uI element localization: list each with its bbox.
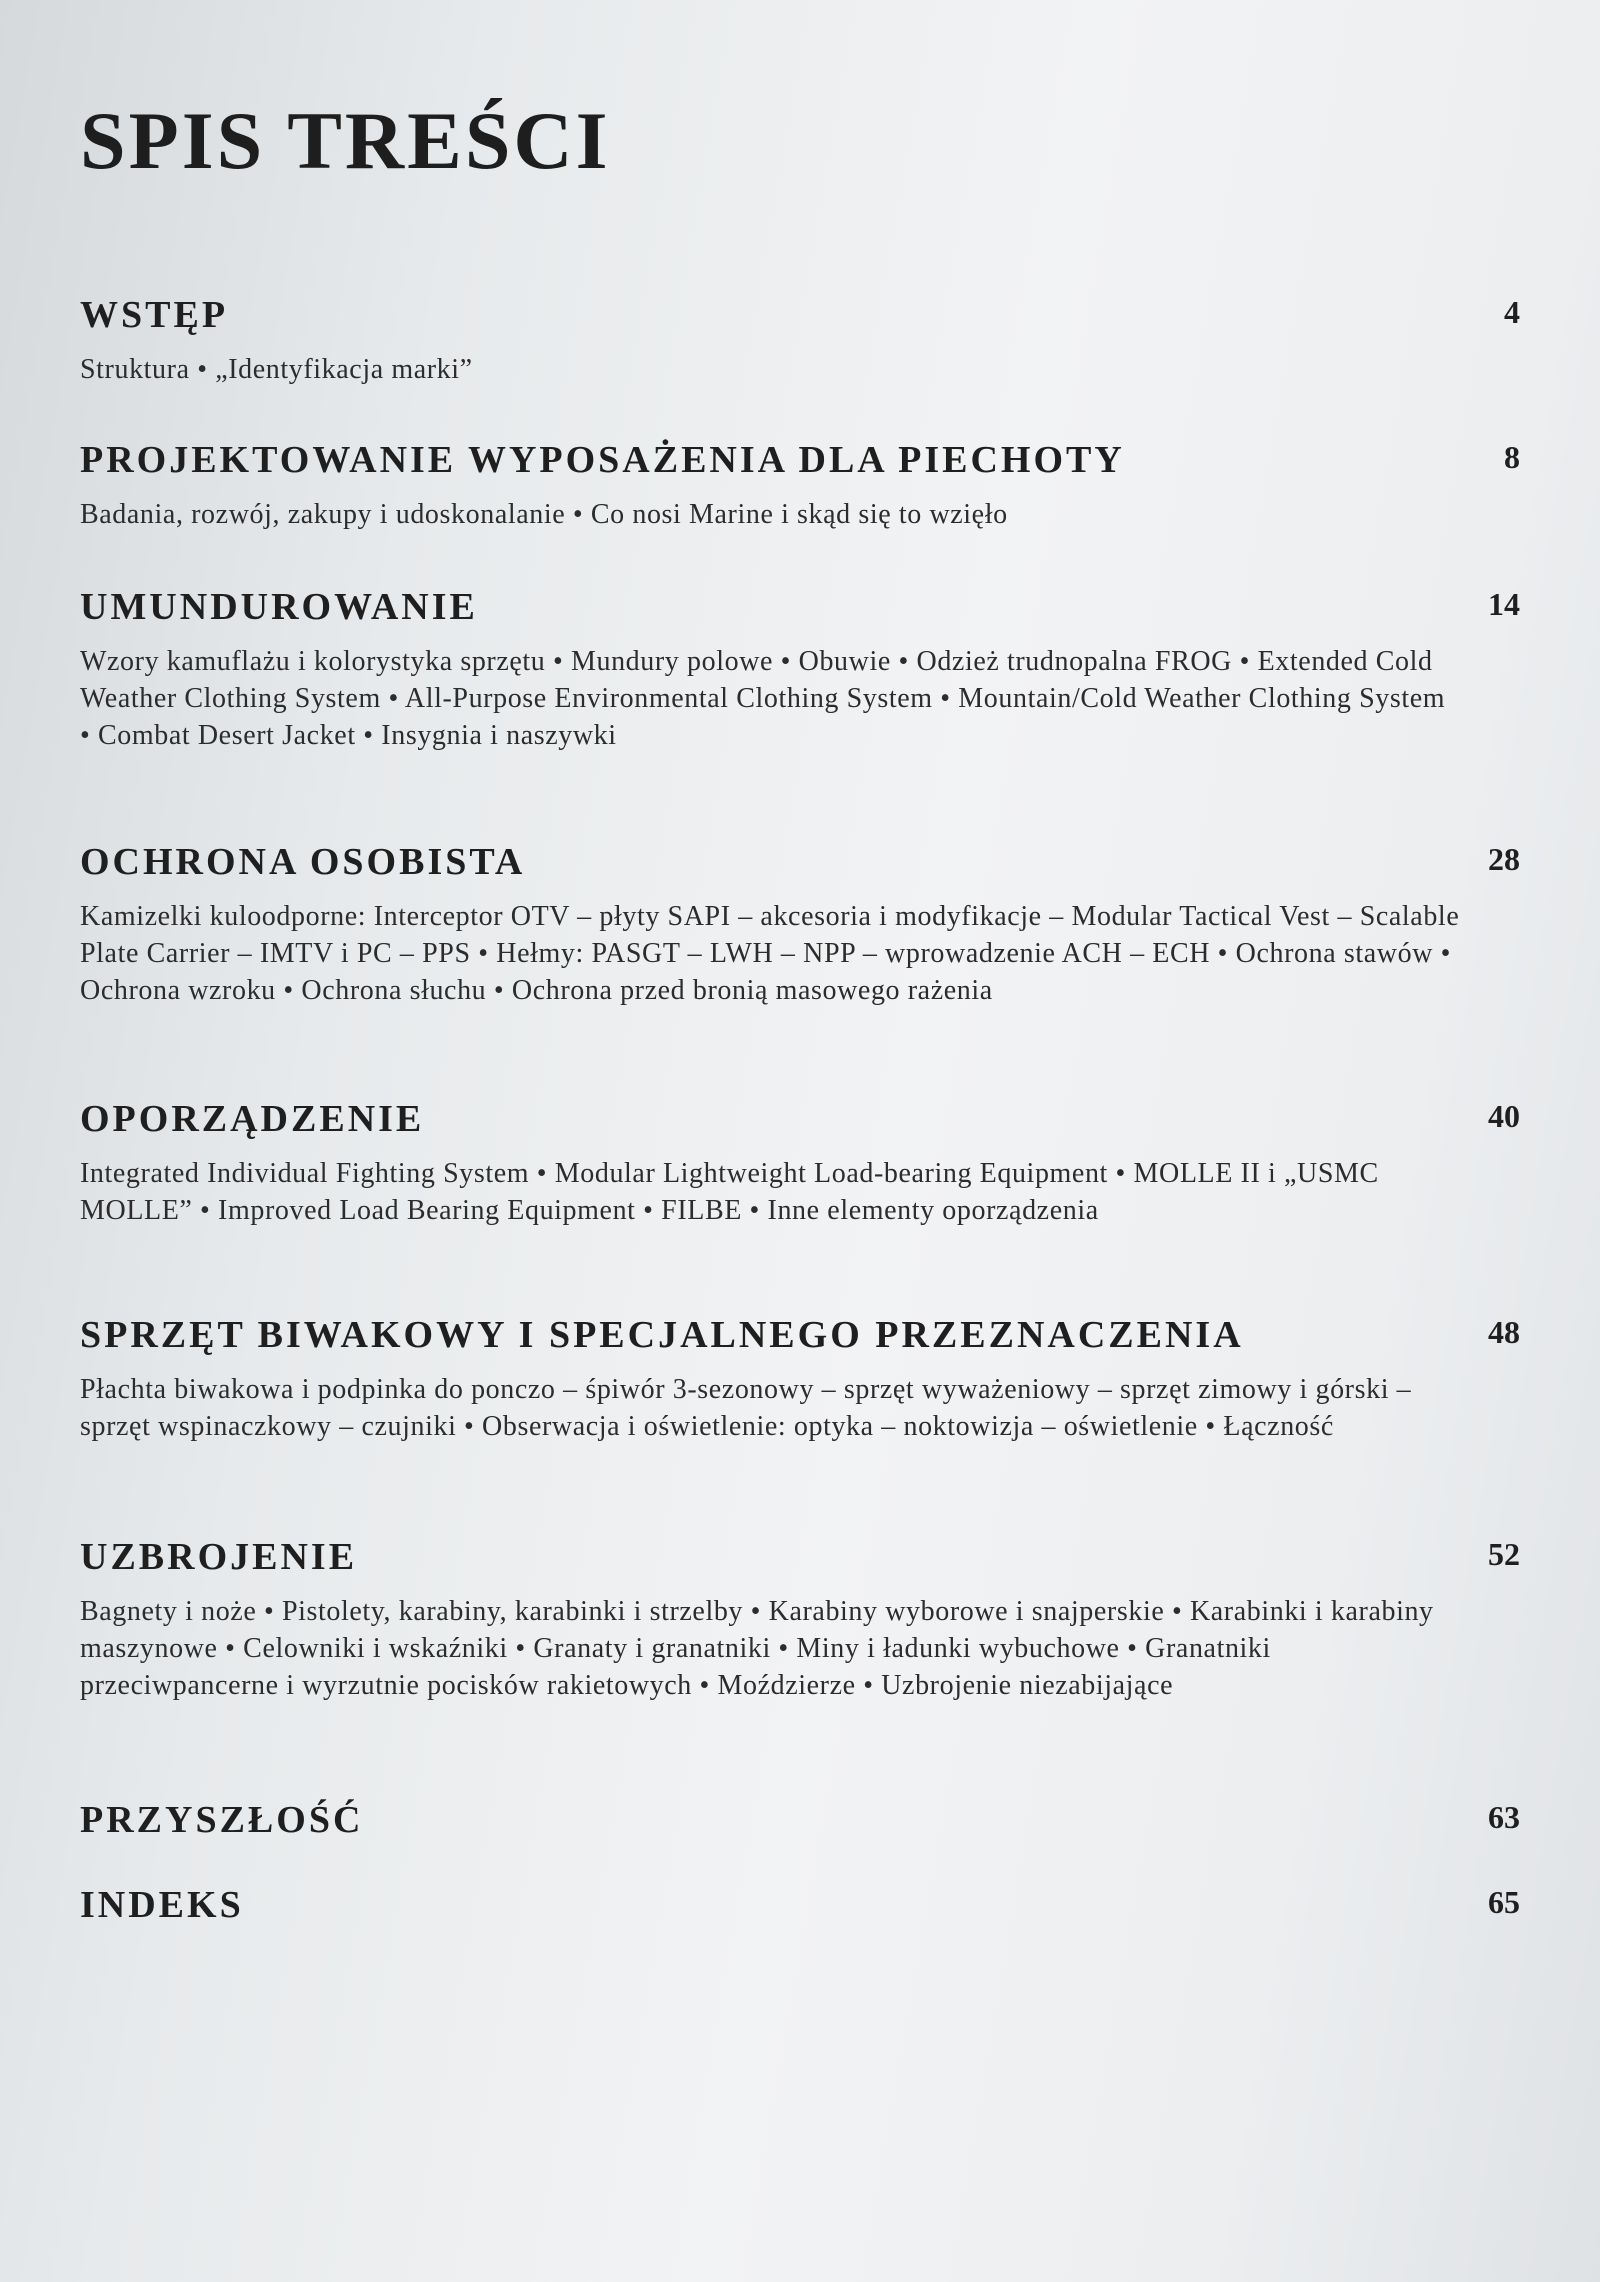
page-title: SPIS TREŚCI xyxy=(80,95,611,186)
toc-entry-description: Kamizelki kuloodporne: Interceptor OTV – płyty SAPI – akcesoria i modyfikacje – Modular Tactical Vest – Scalable Plate Carrier – IMTV i PC – PPS • Hełmy: PASGT – LWH – NPP – wprowadzenie ACH – ECH • Ochrona stawów • Ochrona wzroku • Ochrona słuchu • Ochrona przed bronią masowego rażenia xyxy=(80,901,1460,1006)
toc-entry-header xyxy=(80,1798,1520,1848)
toc-entry-title: UMUNDUROWANIE xyxy=(80,586,478,628)
toc-entry-sprzet-biwakowy xyxy=(80,1313,1520,1445)
toc-entry-page-number: 65 xyxy=(1488,1884,1520,1920)
toc-entry-title: INDEKS xyxy=(80,1884,244,1926)
toc-entry-header xyxy=(80,1535,1520,1585)
toc-entry-header xyxy=(80,1097,1520,1147)
toc-entry-header xyxy=(80,293,1520,343)
toc-entry-projektowanie xyxy=(80,438,1520,533)
toc-entry-header xyxy=(80,1883,1520,1933)
toc-entry-page-number: 28 xyxy=(1488,841,1520,877)
toc-entry-title: PRZYSZŁOŚĆ xyxy=(80,1799,364,1841)
toc-entry-oporzadzenie xyxy=(80,1097,1520,1229)
toc-entry-description: Płachta biwakowa i podpinka do ponczo – śpiwór 3-sezonowy – sprzęt wyważeniowy – sprzęt zimowy i górski – sprzęt wspinaczkowy – czujniki • Obserwacja i oświetlenie: optyka – noktowizja – oświetlenie • Łączność xyxy=(80,1374,1412,1442)
toc-entry-title: UZBROJENIE xyxy=(80,1536,358,1578)
toc-entry-header xyxy=(80,585,1520,635)
toc-entry-page-number: 52 xyxy=(1488,1536,1520,1572)
toc-entry-indeks xyxy=(80,1883,1520,1933)
toc-entry-header xyxy=(80,438,1520,488)
toc-entry-header xyxy=(80,1313,1520,1363)
toc-entry-title: OCHRONA OSOBISTA xyxy=(80,841,526,883)
toc-entry-description: Wzory kamuflażu i kolorystyka sprzętu • Mundury polowe • Obuwie • Odzież trudnopalna FROG • Extended Cold Weather Clothing System • All-Purpose Environmental Clothing System • Mountain/Cold Weather Clothing System • Combat Desert Jacket • Insygnia i naszywki xyxy=(80,646,1446,751)
toc-entry-uzbrojenie xyxy=(80,1535,1520,1704)
toc-entry-description: Bagnety i noże • Pistolety, karabiny, karabinki i strzelby • Karabiny wyborowe i snajperskie • Karabinki i karabiny maszynowe • Celowniki i wskaźniki • Granaty i granatniki • Miny i ładunki wybuchowe • Granatniki przeciwpancerne i wyrzutnie pocisków rakietowych • Moździerze • Uzbrojenie niezabijające xyxy=(80,1596,1434,1701)
toc-entry-wstep xyxy=(80,293,1520,388)
toc-entry-page-number: 48 xyxy=(1488,1314,1520,1350)
toc-entry-page-number: 8 xyxy=(1504,439,1520,475)
toc-entry-title: OPORZĄDZENIE xyxy=(80,1098,425,1140)
toc-entry-description: Integrated Individual Fighting System • Modular Lightweight Load-bearing Equipment • MOLLE II i „USMC MOLLE” • Improved Load Bearing Equipment • FILBE • Inne elementy oporządzenia xyxy=(80,1158,1379,1226)
toc-entry-ochrona-osobista xyxy=(80,840,1520,1009)
toc-entry-page-number: 40 xyxy=(1488,1098,1520,1134)
toc-entry-page-number: 4 xyxy=(1504,294,1520,330)
toc-entry-title: SPRZĘT BIWAKOWY I SPECJALNEGO PRZEZNACZENIA xyxy=(80,1314,1244,1356)
toc-entry-umundurowanie xyxy=(80,585,1520,754)
toc-entry-description: Badania, rozwój, zakupy i udoskonalanie • Co nosi Marine i skąd się to wzięło xyxy=(80,499,1008,530)
toc-entry-przyszlosc xyxy=(80,1798,1520,1848)
toc-entry-title: WSTĘP xyxy=(80,294,229,336)
toc-entry-page-number: 63 xyxy=(1488,1799,1520,1835)
toc-entry-title: PROJEKTOWANIE WYPOSAŻENIA DLA PIECHOTY xyxy=(80,439,1125,481)
toc-entry-header xyxy=(80,840,1520,890)
toc-entry-page-number: 14 xyxy=(1488,586,1520,622)
toc-entry-description: Struktura • „Identyfikacja marki” xyxy=(80,354,473,385)
